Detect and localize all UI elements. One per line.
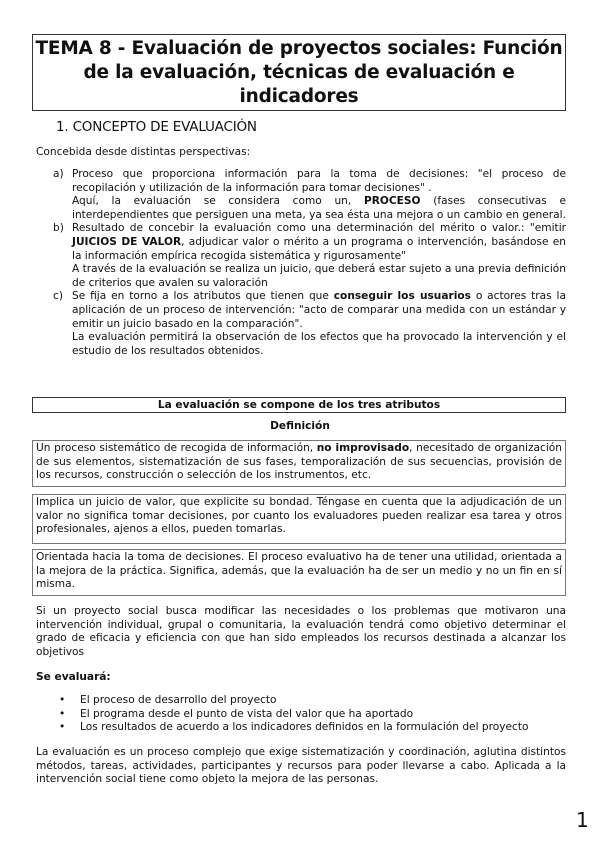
table-cell: Implica un juicio de valor, que explicite su bondad. Téngase en cuenta que la adjudicación de un valor no significa tomar decisiones, por cuanto los evaluadores pueden realizar esa tarea y otros profesionales, ajenos a ellos, pueden tomarlas. [32,494,566,544]
list-item [53,168,566,222]
definition-label: Definición [270,420,330,432]
table-header: La evaluación se compone de los tres atributos [32,397,566,413]
table-cell: Orientada hacia la toma de decisiones. El proceso evaluativo ha de tener una utilidad, orientada a la mejora de la práctica. Significa, además, que la evaluación ha de ser un medio y no un fin en sí misma. [32,549,566,596]
list-marker: a) [53,168,64,180]
bold-text: conseguir los usuarios [333,290,471,303]
bold-text: PROCESO [363,195,421,208]
list-item [59,721,569,735]
table-cell [32,440,566,487]
list-item [59,708,569,722]
bold-text: no improvisado [316,442,410,454]
list-marker: b) [53,222,64,235]
list-item [53,290,566,358]
item-text: o actores tras la aplicación de un proceso de intervención: "acto de comparar una medida con un estándar y emitir un juicio basado en la comparación". [72,290,566,330]
perspectives-list [53,168,566,358]
bullet-list [59,694,569,735]
page-number: 1 [576,808,589,832]
paragraph: Si un proyecto social busca modificar las necesidades o los problemas que motivaron una intervención individual, grupal o comunitaria, la evaluación tendrá como objetivo determinar el grado de eficacia y eficiencia con que han sido empleados los recursos destinada a alcanzar los objetivos [36,605,566,658]
intro-text: Concebida desde distintas perspectivas: [36,146,251,158]
item-text: Resultado de concebir la evaluación como una determinación del mérito o valor.: "emitir [72,222,566,235]
item-text: La evaluación permitirá la observación de los efectos que ha provocado la intervención y el estudio de los resultados obtenidos. [72,331,566,357]
bold-text: JUICIOS DE VALOR [72,235,182,248]
bullet-text: Los resultados de acuerdo a los indicadores definidos en la formulación del proyecto [80,721,529,734]
paragraph: La evaluación es un proceso complejo que exige sistematización y coordinación, aglutina distintos métodos, tareas, actividades, participantes y recursos para poder llevarse a cabo. Aplicada a la intervención social tiene como objeto la mejora de las personas. [36,746,566,786]
bullet-text: El proceso de desarrollo del proyecto [80,694,277,706]
item-text: Proceso que proporciona información para la toma de decisiones: "el proceso de recopilación y utilización de la información para tomar decisiones" . [72,168,566,194]
item-text: Aquí, la evaluación se considera como un, [72,195,364,208]
document-title: TEMA 8 - Evaluación de proyectos sociales: Función de la evaluación, técnicas de evaluación e indicadores [32,34,566,111]
item-text: , adjudicar valor o mérito a un programa o intervención, basándose en la información empírica recogida sistemática y rigurosamente" [72,235,566,262]
bullet-icon: • [59,707,66,720]
list-item [59,694,569,708]
bullet-text: El programa desde el punto de vista del valor que ha aportado [80,707,414,720]
cell-text: , necesitado de organización de sus elementos, sistematización de sus fases, temporalización de sus secuencias, provisión de los recursos, construcción o selección de los instrumentos, etc. [36,442,562,482]
list-marker: c) [53,290,63,303]
section-heading: 1. CONCEPTO DE EVALUACIÓN [56,119,257,135]
bullet-icon: • [59,694,66,706]
se-evaluara-heading: Se evaluará: [36,671,111,683]
item-text: (fases consecutivas e interdependientes que persiguen una meta, ya sea ésta una mejora o un cambio en general. [72,195,566,221]
list-item [53,222,566,290]
cell-text: Un proceso sistemático de recogida de información, [36,442,317,454]
item-text: A través de la evaluación se realiza un juicio, que deberá estar sujeto a una previa definición de criterios que avalen su valoración [72,263,566,289]
item-text: Se fija en torno a los atributos que tienen que [72,290,334,303]
bullet-icon: • [59,721,66,734]
